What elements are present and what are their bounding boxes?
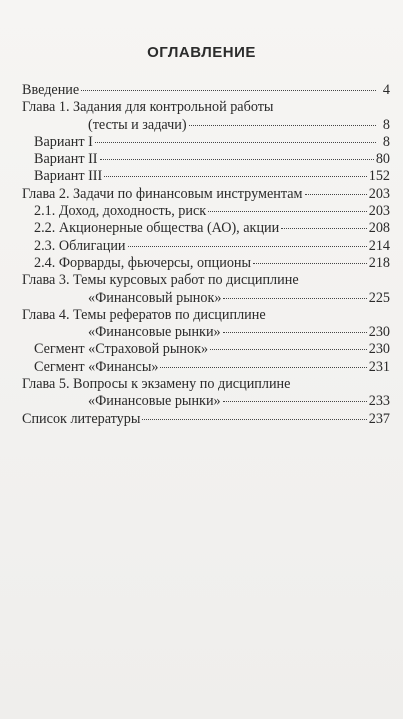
- dot-leader: [223, 401, 367, 402]
- show-through-text: [26, 420, 376, 710]
- toc-entry-label: 2.3. Облигации: [34, 237, 126, 254]
- toc-page-number: 4: [382, 82, 390, 98]
- toc-entry-label: Сегмент «Страховой рынок»: [34, 341, 209, 358]
- dot-leader: [210, 349, 367, 350]
- toc-entry-label: Список литературы: [22, 410, 141, 427]
- toc-entry: [22, 238, 390, 255]
- dot-leader: [189, 125, 376, 126]
- toc-entry: [22, 168, 390, 185]
- toc-entry-label: Сегмент «Финансы»: [34, 358, 159, 375]
- dot-leader: [95, 142, 376, 143]
- dot-leader: [104, 176, 366, 177]
- toc-entry-label: 2.2. Акционерные общества (АО), акции: [34, 220, 280, 237]
- toc-entry: [22, 341, 390, 358]
- toc-page-number: 218: [368, 254, 390, 271]
- toc-entry-label: Глава 2. Задачи по финансовым инструментам: [22, 185, 303, 202]
- toc-page-number: 233: [368, 393, 390, 410]
- toc-entry: [22, 203, 390, 220]
- dot-leader: [100, 159, 374, 160]
- toc-entry-label: Глава 3. Темы курсовых работ по дисциплине: [22, 272, 299, 289]
- toc-entry-label: «Финансовые рынки»: [88, 393, 221, 410]
- toc-entry-label: (тесты и задачи): [88, 116, 187, 133]
- toc-page-number: 225: [368, 289, 390, 306]
- dot-leader: [128, 246, 367, 247]
- toc-page-number: 230: [368, 324, 390, 341]
- toc-entry-label: 2.4. Форварды, фьючерсы, опционы: [34, 254, 252, 271]
- toc-entry: [22, 82, 390, 99]
- dot-leader: [160, 367, 366, 368]
- toc-entry: [22, 99, 390, 116]
- toc-page-number: 214: [368, 237, 390, 254]
- dot-leader: [223, 332, 367, 333]
- toc-page-number: 8: [382, 133, 390, 150]
- dot-leader: [223, 298, 366, 299]
- table-of-contents: [22, 82, 390, 428]
- toc-entry-label: Вариант I: [34, 133, 93, 150]
- toc-page-number: 237: [368, 410, 390, 427]
- toc-page-number: 8: [382, 116, 390, 133]
- toc-page-number: 203: [368, 185, 390, 202]
- toc-entry-label: Глава 4. Темы рефератов по дисциплине: [22, 306, 266, 323]
- toc-entry: [22, 359, 390, 376]
- toc-entry: [22, 151, 390, 168]
- toc-entry: [22, 255, 390, 272]
- toc-page-number: 80: [375, 151, 390, 168]
- toc-entry-label: «Финансовый рынок»: [88, 289, 222, 306]
- toc-entry: [22, 376, 390, 393]
- toc-entry-label: «Финансовые рынки»: [88, 324, 221, 341]
- toc-page-number: 203: [368, 203, 390, 220]
- toc-entry: [22, 134, 390, 151]
- toc-entry: [22, 307, 390, 324]
- toc-entry-label: Глава 1. Задания для контрольной работы: [22, 99, 274, 116]
- toc-entry: [22, 290, 390, 307]
- dot-leader: [81, 90, 376, 91]
- toc-entry-label: Глава 5. Вопросы к экзамену по дисциплине: [22, 376, 291, 393]
- toc-page-number: 208: [368, 220, 390, 237]
- dot-leader: [281, 228, 366, 229]
- toc-entry: [22, 186, 390, 203]
- toc-entry-label: 2.1. Доход, доходность, риск: [34, 203, 207, 220]
- toc-entry: [22, 393, 390, 410]
- toc-entry: [22, 117, 390, 134]
- dot-leader: [253, 263, 367, 264]
- dot-leader: [208, 211, 367, 212]
- toc-entry-label: Введение: [22, 82, 80, 98]
- toc-page-number: 231: [368, 358, 390, 375]
- page-title: ОГЛАВЛЕНИЕ: [147, 44, 256, 61]
- toc-page-number: 230: [368, 341, 390, 358]
- toc-entry: [22, 272, 390, 289]
- toc-page-number: 152: [368, 168, 390, 185]
- toc-entry-label: Вариант III: [34, 168, 103, 185]
- dot-leader: [305, 194, 367, 195]
- toc-entry: [22, 220, 390, 237]
- toc-entry-label: Вариант II: [34, 151, 98, 168]
- toc-entry: [22, 324, 390, 341]
